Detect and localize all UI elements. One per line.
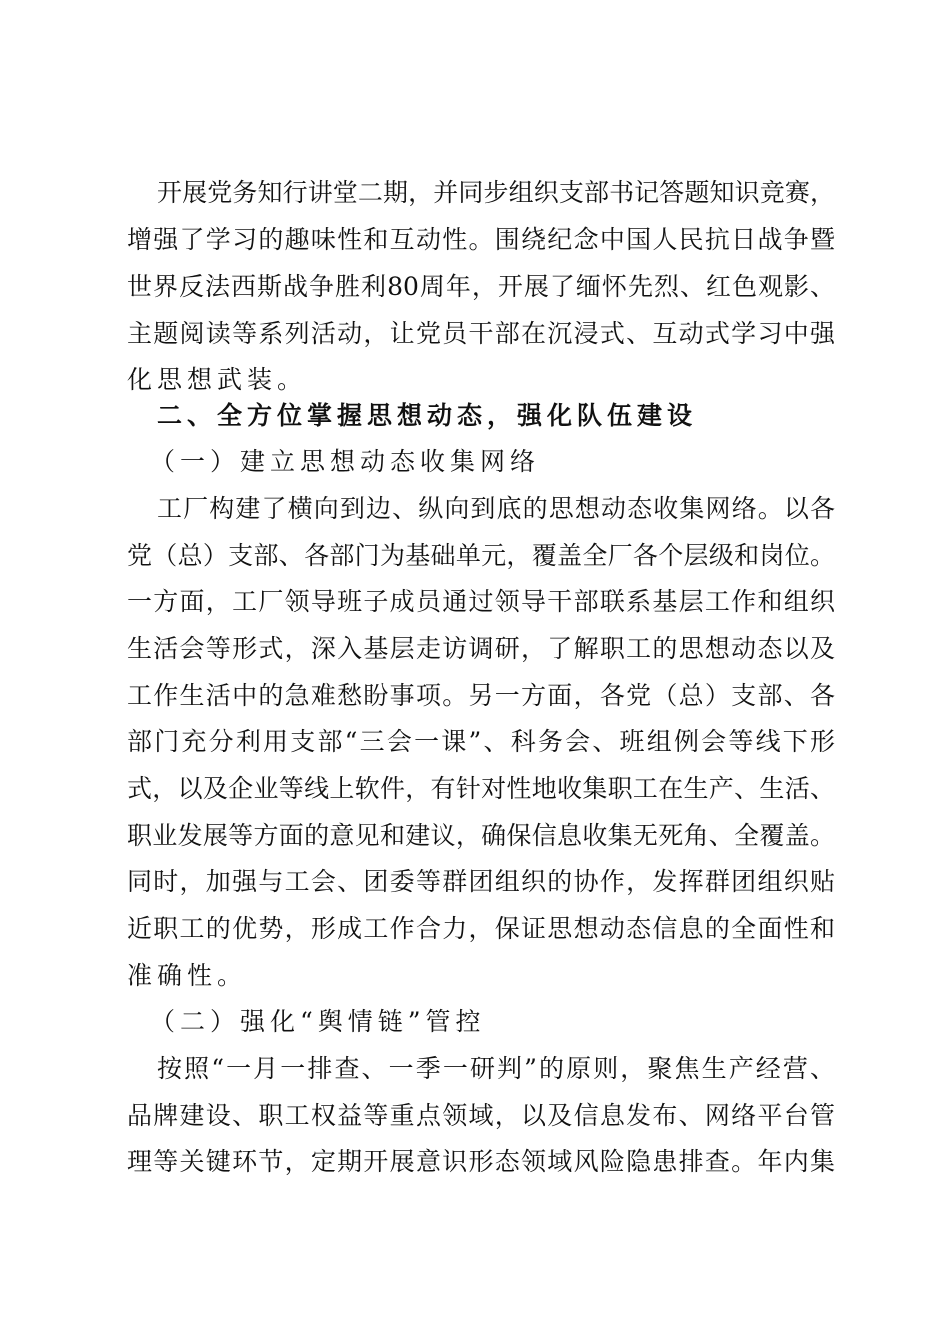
paragraph-line: 化思想武装。	[127, 365, 308, 394]
subsection-heading: （一）建立思想动态收集网络	[150, 447, 541, 476]
paragraph-line: 准确性。	[127, 961, 248, 990]
paragraph-line: 主题阅读等系列活动，让党员干部在沉浸式、互动式学习中强	[127, 319, 835, 348]
paragraph-line: 职业发展等方面的意见和建议，确保信息收集无死角、全覆盖。	[127, 821, 835, 850]
paragraph-line: 式，以及企业等线上软件，有针对性地收集职工在生产、生活、	[127, 774, 835, 803]
paragraph-line: 工作生活中的急难愁盼事项。另一方面，各党（总）支部、各	[127, 681, 835, 710]
section-heading: 二、全方位掌握思想动态，强化队伍建设	[157, 401, 698, 430]
paragraph-line: 部门充分利用支部“三会一课”、科务会、班组例会等线下形	[127, 727, 835, 756]
paragraph-line: 按照“一月一排查、一季一研判”的原则，聚焦生产经营、	[157, 1054, 835, 1083]
paragraph-line: 一方面，工厂领导班子成员通过领导干部联系基层工作和组织	[127, 587, 835, 616]
paragraph-line: 党（总）支部、各部门为基础单元，覆盖全厂各个层级和岗位。	[127, 541, 835, 570]
paragraph-line: 开展党务知行讲堂二期，并同步组织支部书记答题知识竞赛，	[157, 178, 835, 207]
paragraph-line: 工厂构建了横向到边、纵向到底的思想动态收集网络。以各	[157, 494, 835, 523]
paragraph-line: 品牌建设、职工权益等重点领域，以及信息发布、网络平台管	[127, 1101, 835, 1130]
paragraph-line: 同时，加强与工会、团委等群团组织的协作，发挥群团组织贴	[127, 867, 835, 896]
paragraph-line: 理等关键环节，定期开展意识形态领域风险隐患排查。年内集	[127, 1147, 835, 1176]
paragraph-line: 近职工的优势，形成工作合力，保证思想动态信息的全面性和	[127, 914, 835, 943]
paragraph-line: 增强了学习的趣味性和互动性。围绕纪念中国人民抗日战争暨	[127, 225, 835, 254]
paragraph-line: 世界反法西斯战争胜利80周年，开展了缅怀先烈、红色观影、	[127, 272, 835, 301]
paragraph-line: 生活会等形式，深入基层走访调研，了解职工的思想动态以及	[127, 634, 835, 663]
subsection-heading: （二）强化“舆情链”管控	[150, 1007, 486, 1036]
